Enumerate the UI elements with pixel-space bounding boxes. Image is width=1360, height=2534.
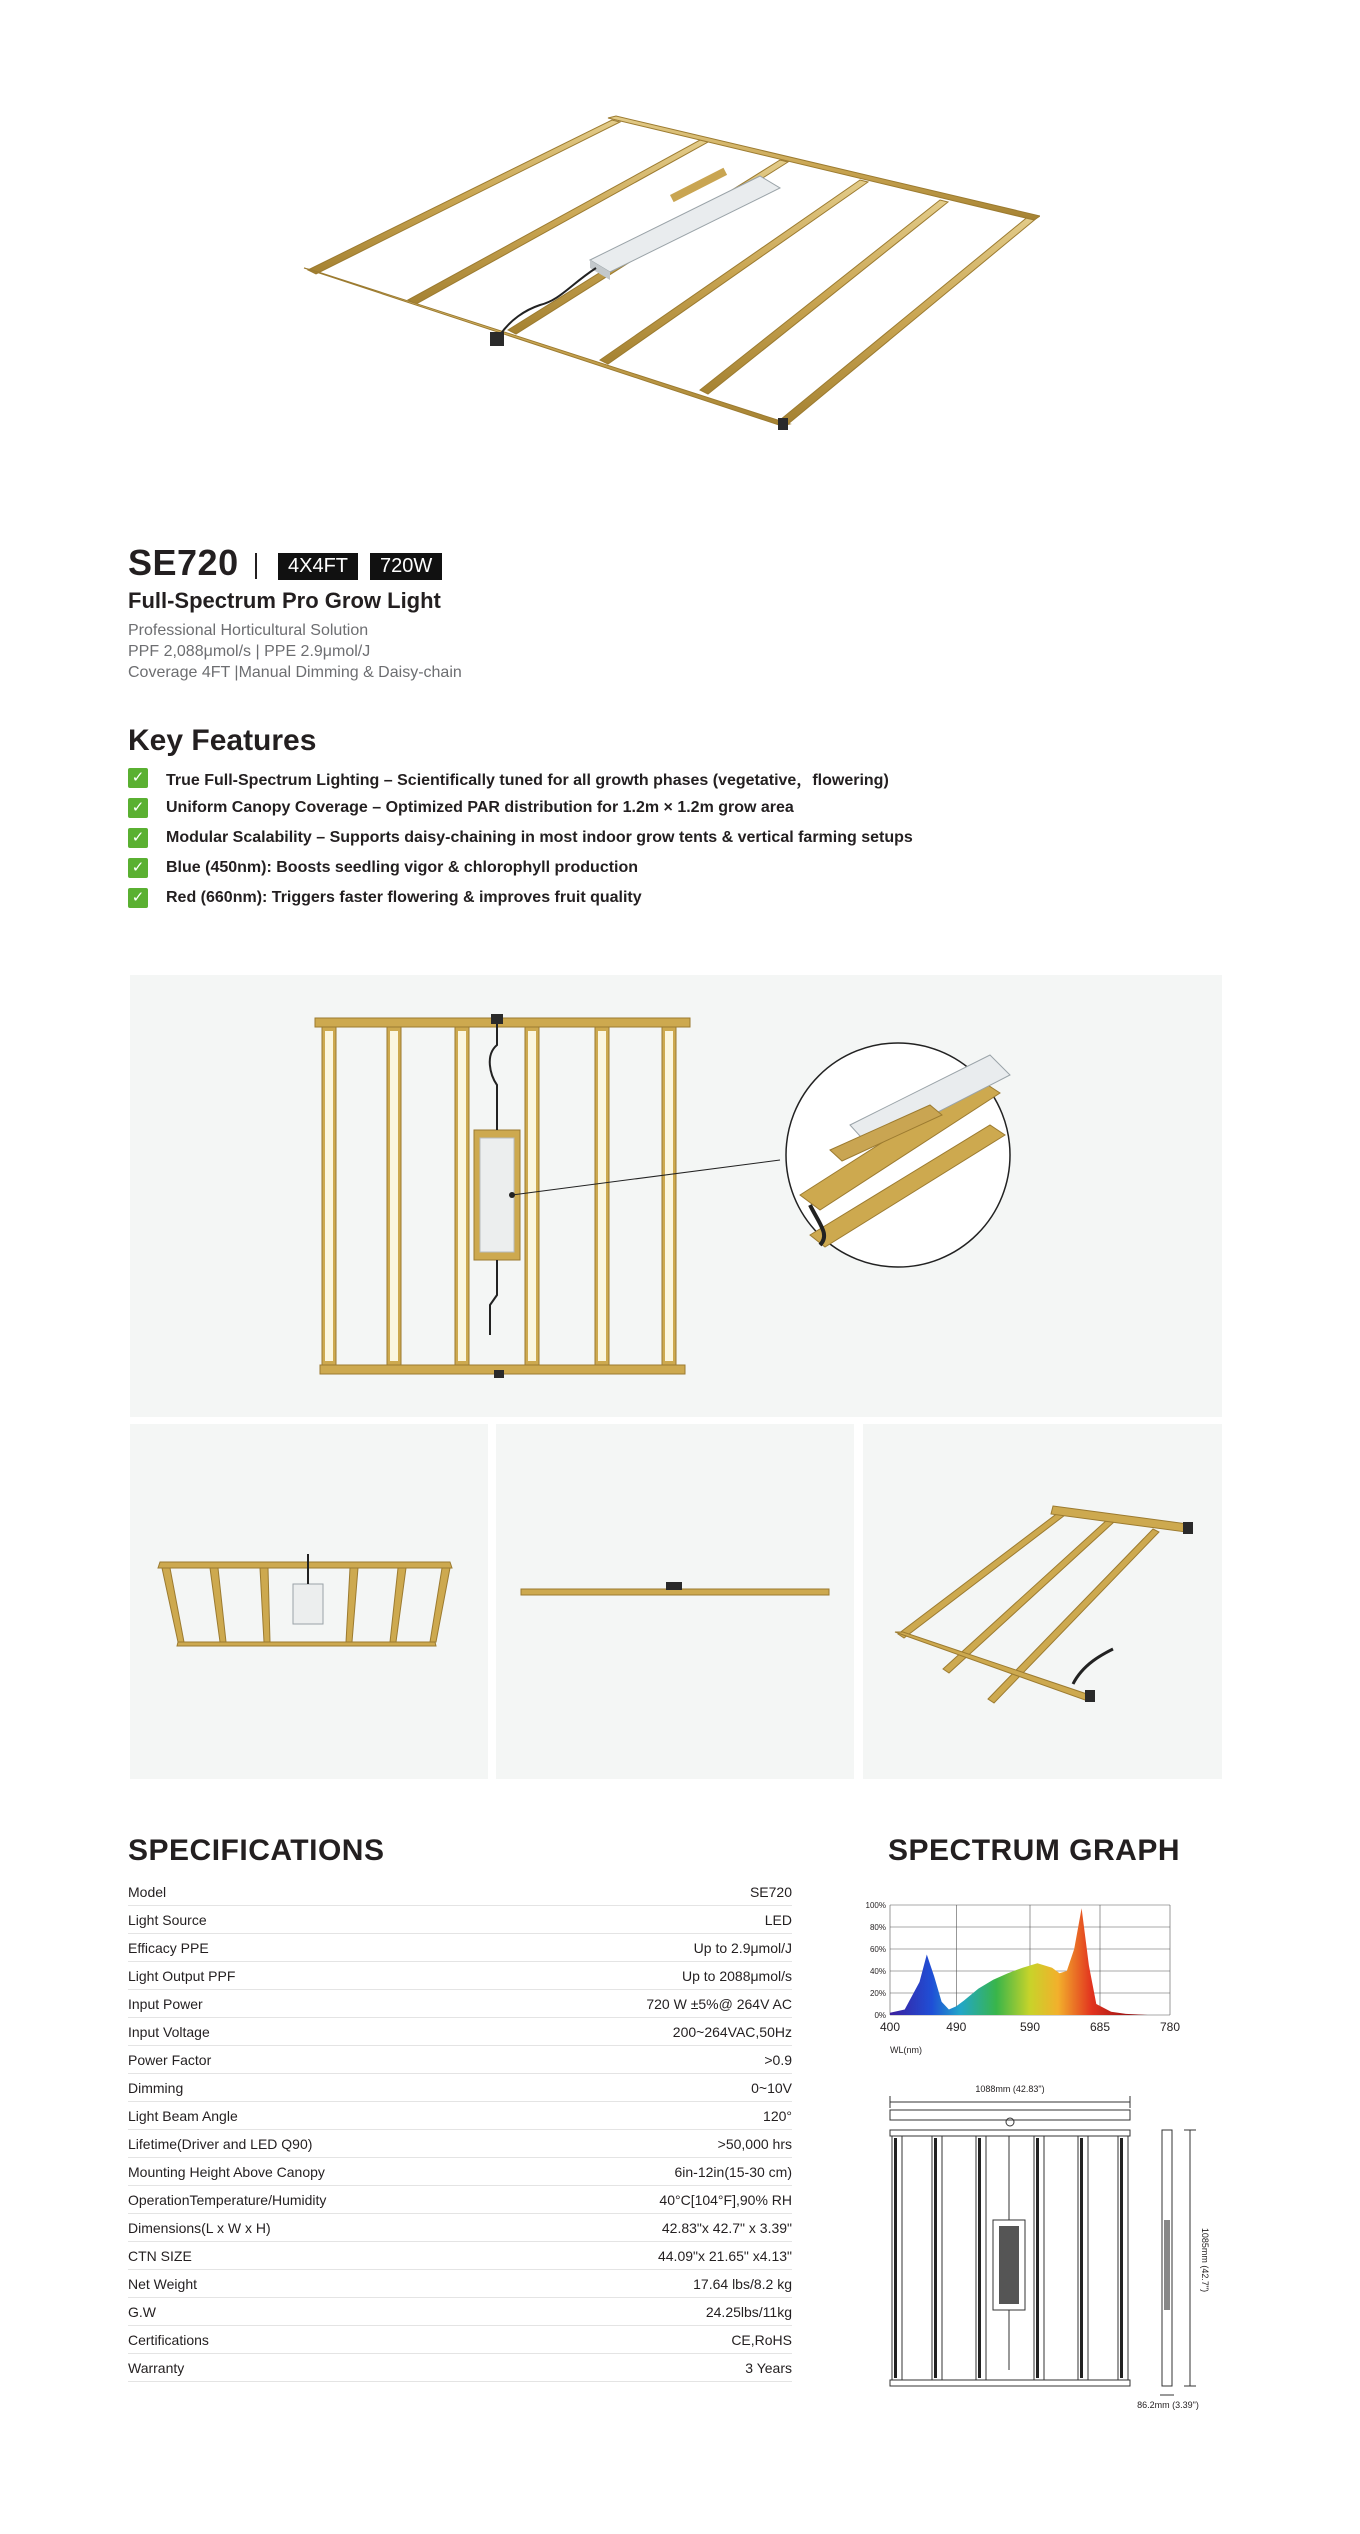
spec-label: OperationTemperature/Humidity bbox=[128, 2191, 327, 2208]
spec-value: Up to 2088μmol/s bbox=[681, 1967, 792, 1984]
feature-item bbox=[128, 766, 889, 790]
coverage-badge: 4X4FT bbox=[278, 553, 358, 580]
spec-value: 120° bbox=[763, 2107, 792, 2124]
spec-label: Net Weight bbox=[128, 2275, 197, 2292]
title-divider bbox=[255, 553, 257, 579]
spec-row bbox=[128, 1878, 792, 1906]
spec-label: CTN SIZE bbox=[128, 2247, 192, 2264]
spec-row bbox=[128, 2242, 792, 2270]
spec-label: Dimming bbox=[128, 2079, 184, 2096]
spec-value: 0~10V bbox=[751, 2079, 792, 2096]
gallery-thumb-corner-view[interactable] bbox=[863, 1424, 1222, 1779]
spec-row bbox=[128, 2130, 792, 2158]
width-dimension-label: 1088mm (42.83") bbox=[975, 2084, 1045, 2094]
x-tick-label: 490 bbox=[946, 2020, 967, 2034]
spec-row bbox=[128, 2270, 792, 2298]
spec-value: Up to 2.9μmol/J bbox=[693, 1939, 792, 1956]
depth-dimension-label: 86.2mm (3.39") bbox=[1137, 2400, 1199, 2410]
spectrum-graph-title: SPECTRUM GRAPH bbox=[888, 1834, 1181, 1867]
spec-row bbox=[128, 2046, 792, 2074]
spec-value: 3 Years bbox=[745, 2359, 792, 2376]
feature-text: True Full-Spectrum Lighting – Scientifically tuned for all growth phases (vegetative，flowering) bbox=[166, 771, 889, 789]
spec-label: Input Voltage bbox=[128, 2023, 210, 2040]
check-icon: ✓ bbox=[128, 798, 148, 818]
spec-label: Certifications bbox=[128, 2331, 209, 2348]
y-tick-label: 60% bbox=[869, 1945, 886, 1954]
spec-row bbox=[128, 1990, 792, 2018]
hero-product-image bbox=[300, 100, 1040, 460]
height-dimension-label: 1085mm (42.7") bbox=[1200, 2227, 1210, 2293]
model-title: SE720 bbox=[128, 542, 239, 583]
spec-value: 42.83"x 42.7" x 3.39" bbox=[661, 2219, 792, 2236]
gallery-thumb-side-view[interactable] bbox=[496, 1424, 854, 1779]
feature-text: Uniform Canopy Coverage – Optimized PAR distribution for 1.2m × 1.2m grow area bbox=[166, 799, 794, 816]
gallery-thumb-angle-view[interactable] bbox=[130, 1424, 488, 1779]
power-badge: 720W bbox=[370, 553, 442, 580]
dimension-drawing bbox=[880, 2070, 1220, 2410]
spec-value: 40°C[104°F],90% RH bbox=[659, 2191, 792, 2208]
spec-value: >50,000 hrs bbox=[717, 2135, 792, 2152]
spec-value: 17.64 lbs/8.2 kg bbox=[693, 2275, 792, 2292]
spec-value: 6in-12in(15-30 cm) bbox=[674, 2163, 792, 2180]
info-line: Professional Horticultural Solution bbox=[128, 622, 369, 639]
spec-row bbox=[128, 2214, 792, 2242]
spec-label: Mounting Height Above Canopy bbox=[128, 2163, 325, 2180]
spec-row bbox=[128, 2298, 792, 2326]
spec-label: G.W bbox=[128, 2303, 156, 2320]
x-tick-label: 400 bbox=[879, 2020, 901, 2034]
spec-value: >0.9 bbox=[764, 2051, 792, 2068]
y-tick-label: 0% bbox=[874, 2011, 886, 2020]
check-icon: ✓ bbox=[128, 828, 148, 848]
y-tick-label: 20% bbox=[869, 1989, 886, 1998]
spec-row bbox=[128, 2354, 792, 2382]
spec-row bbox=[128, 2018, 792, 2046]
spec-value: SE720 bbox=[749, 1883, 792, 1900]
spec-value: 44.09"x 21.65" x4.13" bbox=[657, 2247, 792, 2264]
feature-item bbox=[128, 886, 642, 910]
key-features-title: Key Features bbox=[128, 724, 317, 757]
spec-label: Light Output PPF bbox=[128, 1967, 236, 1984]
y-tick-label: 100% bbox=[865, 1901, 886, 1910]
spec-label: Light Beam Angle bbox=[128, 2107, 238, 2124]
feature-text: Modular Scalability – Supports daisy-chaining in most indoor grow tents & vertical farming setups bbox=[166, 829, 913, 846]
spec-row bbox=[128, 2074, 792, 2102]
product-subtitle: Full-Spectrum Pro Grow Light bbox=[128, 588, 441, 613]
spec-row bbox=[128, 1962, 792, 1990]
x-tick-label: 780 bbox=[1159, 2020, 1180, 2034]
check-icon: ✓ bbox=[128, 888, 148, 908]
spec-value: LED bbox=[764, 1911, 792, 1928]
spec-value: CE,RoHS bbox=[731, 2331, 792, 2348]
y-tick-label: 80% bbox=[869, 1923, 886, 1932]
spectrum-graph bbox=[850, 1895, 1180, 2065]
spec-label: Warranty bbox=[128, 2359, 185, 2376]
y-tick-label: 40% bbox=[869, 1967, 886, 1976]
info-line: Coverage 4FT |Manual Dimming & Daisy-chain bbox=[128, 664, 462, 681]
spec-label: Model bbox=[128, 1883, 167, 1900]
spec-row bbox=[128, 2186, 792, 2214]
spec-label: Power Factor bbox=[128, 2051, 212, 2068]
connector-icon bbox=[490, 332, 504, 346]
x-tick-label: 590 bbox=[1019, 2020, 1041, 2034]
gallery-main-image bbox=[130, 975, 1222, 1417]
x-tick-label: 685 bbox=[1089, 2020, 1111, 2034]
spec-label: Lifetime(Driver and LED Q90) bbox=[128, 2135, 313, 2152]
spectrum-xlabel: WL(nm) bbox=[890, 2045, 922, 2055]
specifications-title: SPECIFICATIONS bbox=[128, 1834, 385, 1867]
spec-row bbox=[128, 1906, 792, 1934]
info-line: PPF 2,088μmol/s | PPE 2.9μmol/J bbox=[128, 643, 371, 660]
feature-text: Red (660nm): Triggers faster flowering & improves fruit quality bbox=[166, 889, 642, 906]
spec-row bbox=[128, 2326, 792, 2354]
feature-item bbox=[128, 826, 913, 850]
spec-label: Efficacy PPE bbox=[128, 1939, 209, 1956]
spec-value: 24.25lbs/11kg bbox=[705, 2303, 792, 2320]
spec-value: 200~264VAC,50Hz bbox=[672, 2023, 792, 2040]
feature-item bbox=[128, 856, 638, 880]
feature-text: Blue (450nm): Boosts seedling vigor & chlorophyll production bbox=[166, 859, 639, 876]
spec-row bbox=[128, 2158, 792, 2186]
spec-row bbox=[128, 1934, 792, 1962]
spec-row bbox=[128, 2102, 792, 2130]
spec-label: Light Source bbox=[128, 1911, 207, 1928]
spec-label: Dimensions(L x W x H) bbox=[128, 2219, 271, 2236]
spec-label: Input Power bbox=[128, 1995, 203, 2012]
check-icon: ✓ bbox=[128, 858, 148, 878]
spec-value: 720 W ±5%@ 264V AC bbox=[646, 1995, 792, 2012]
specifications-table bbox=[128, 1878, 792, 2382]
feature-item bbox=[128, 796, 794, 820]
check-icon: ✓ bbox=[128, 768, 148, 788]
